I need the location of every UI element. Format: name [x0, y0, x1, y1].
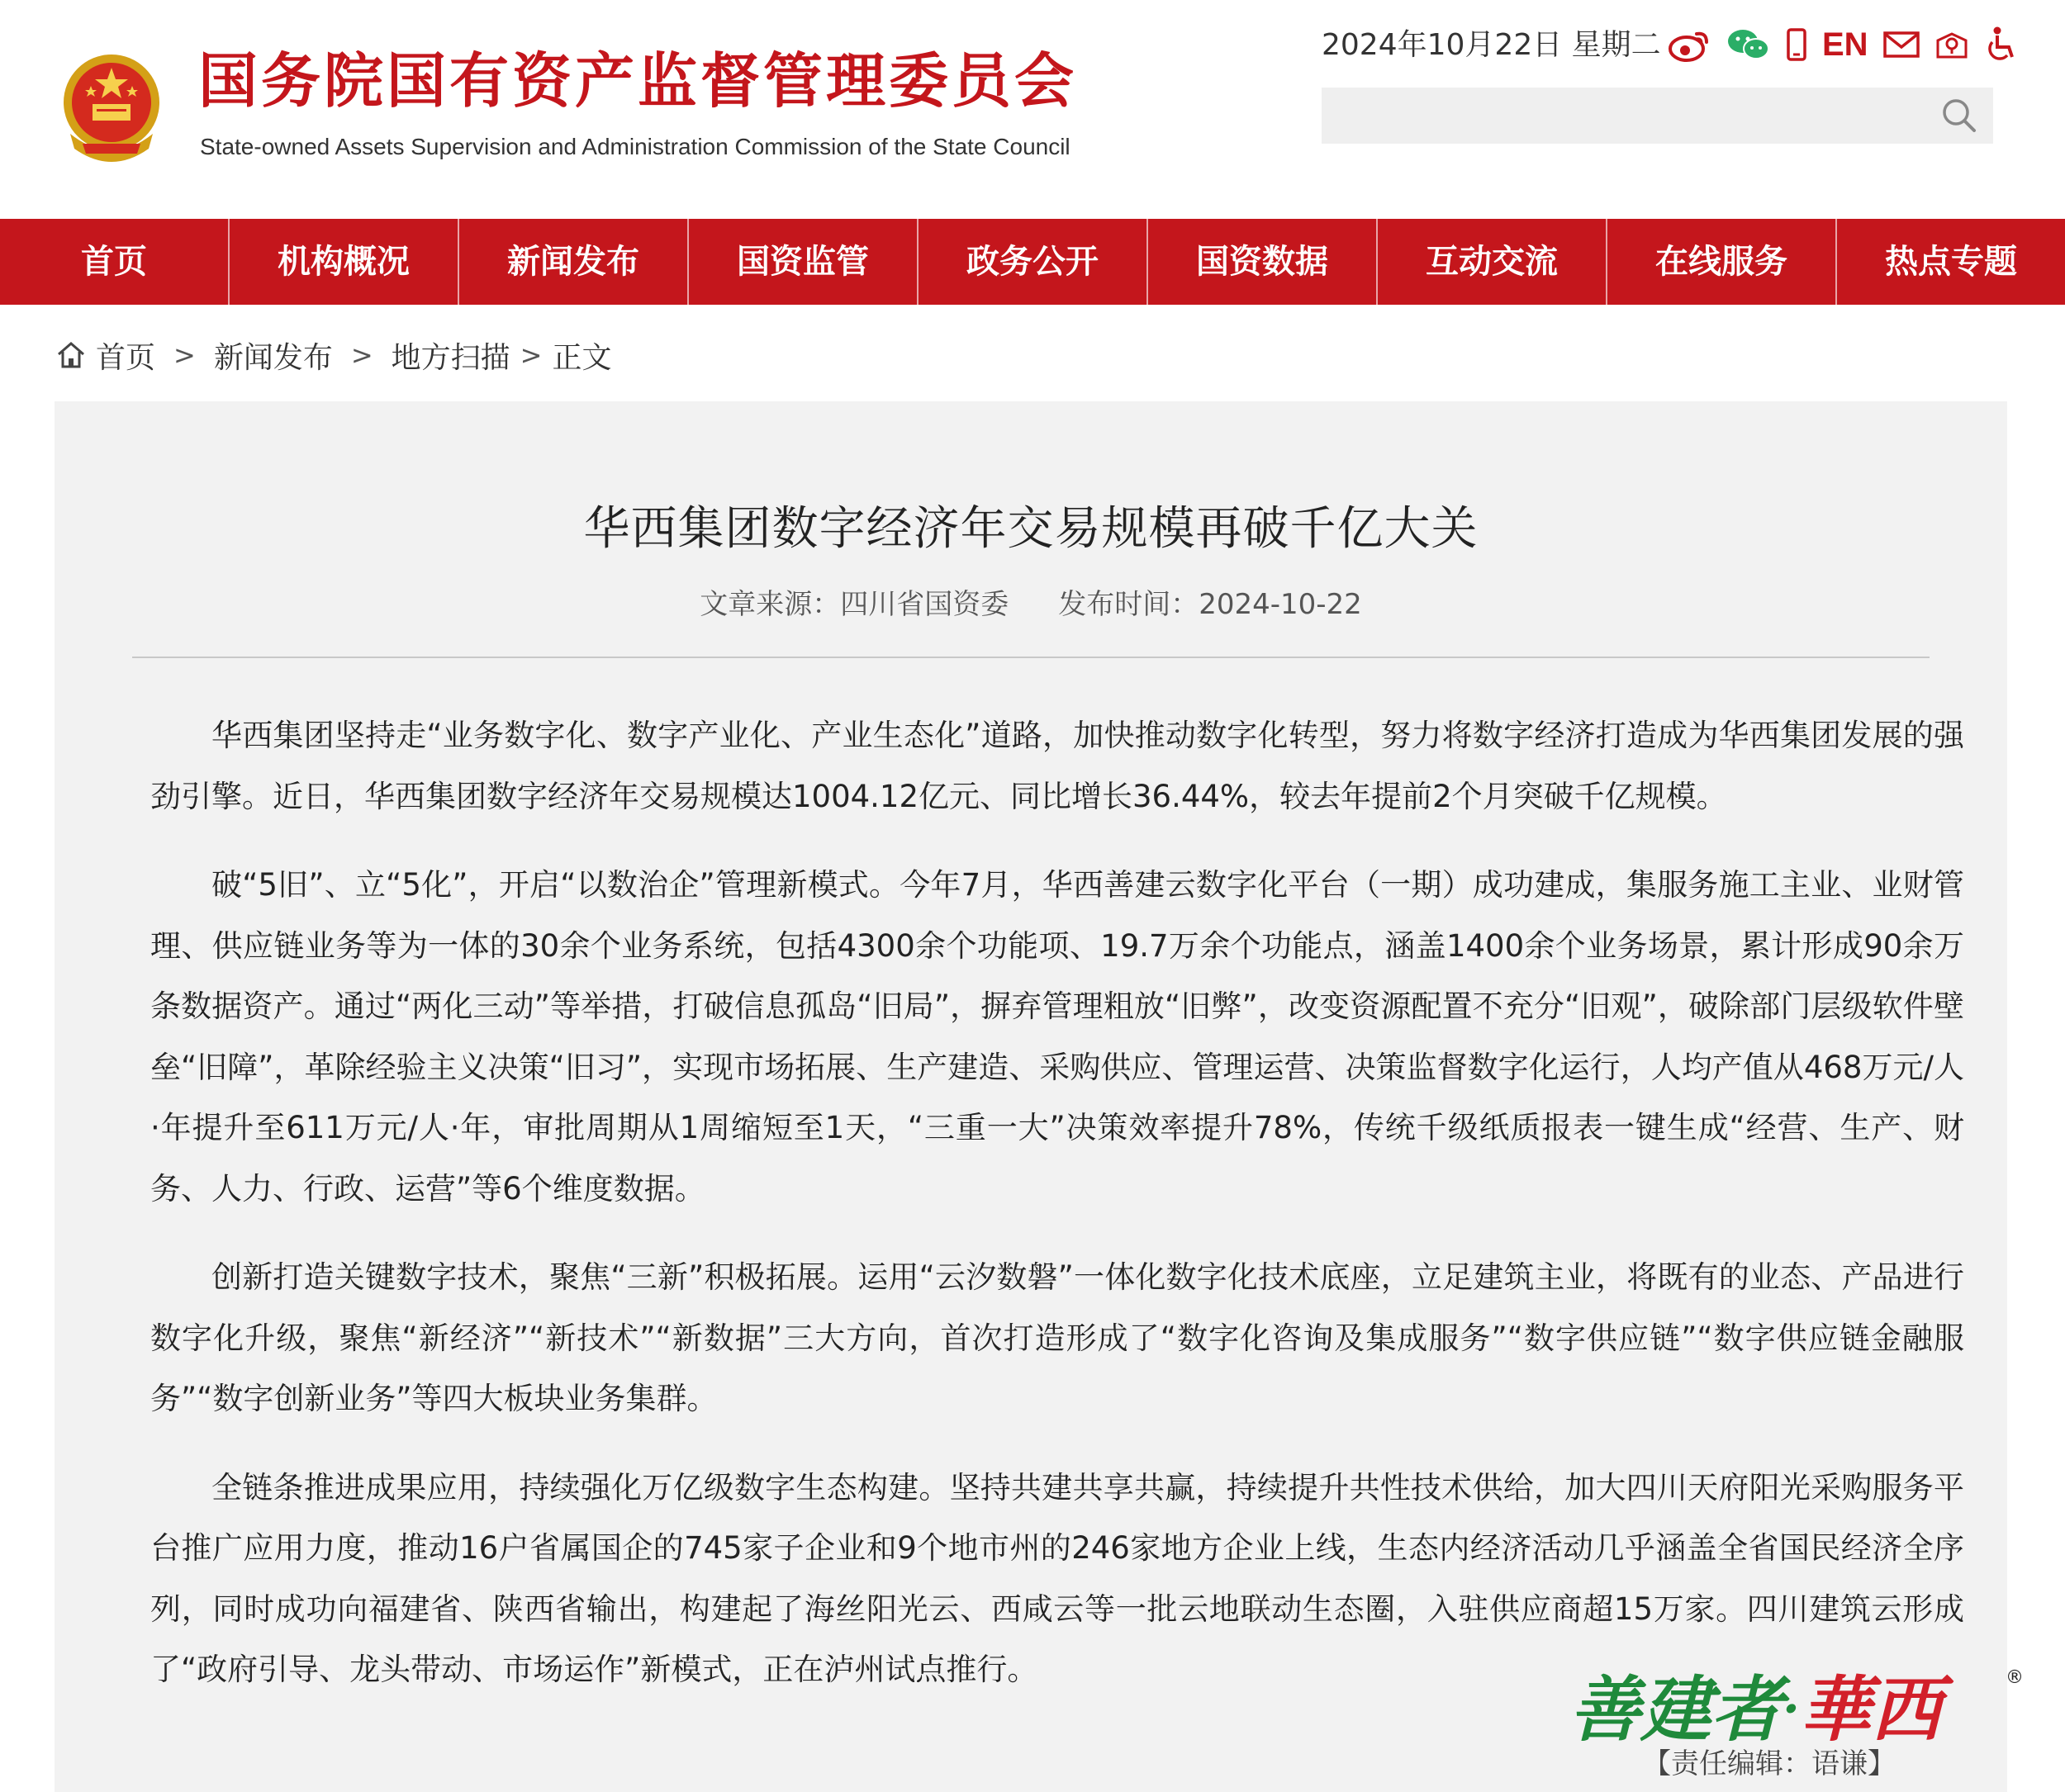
breadcrumb-news[interactable]: 新闻发布 [213, 340, 333, 375]
nav-item-government-affairs[interactable]: 政务公开 [919, 219, 1148, 305]
breadcrumb-home[interactable]: 首页 [96, 340, 156, 375]
breadcrumb-current: 正文 [552, 340, 612, 375]
title-divider [132, 657, 1930, 658]
breadcrumb-local-scan[interactable]: 地方扫描 [391, 340, 510, 375]
english-link[interactable]: EN [1822, 26, 1868, 63]
article-title: 华西集团数字经济年交易规模再破千亿大关 [583, 502, 1479, 556]
breadcrumb-separator: > [350, 339, 373, 371]
nav-item-online-services[interactable]: 在线服务 [1607, 219, 1837, 305]
article-meta [55, 581, 2007, 622]
weibo-icon[interactable] [1669, 23, 1711, 66]
site-title[interactable]: 国务院国有资产监督管理委员会 [198, 46, 1078, 116]
article-publish-time: 发布时间：2024-10-22 [1058, 588, 1362, 621]
nav-item-organization[interactable]: 机构概况 [230, 219, 459, 305]
nav-item-news[interactable]: 新闻发布 [459, 219, 689, 305]
home-icon[interactable] [55, 339, 88, 372]
responsible-editor: 【责任编辑：语谦】 [1643, 1747, 1896, 1780]
nav-item-hot-topics[interactable]: 热点专题 [1885, 243, 2017, 281]
article-source: 文章来源：四川省国资委 [700, 588, 1009, 621]
registered-mark: ® [2006, 1667, 2024, 1688]
breadcrumb-separator: > [520, 339, 543, 371]
article-paragraph: 破“5旧”、立“5化”，开启“以数治企”管理新模式。今年7月，华西善建云数字化平台（一期）成功建成，集服务施工主业、业财管理、供应链业务等为一体的30余个业务系统，包括4300余个功能项、19.7万余个功能点，涵盖1400余个业务场景，累计形成90余万条数据资产。通过“两化三动”等举措，打破信息孤岛“旧局”，摒弃管理粗放“旧弊”，改变资源配置不充分“旧观”，破除部门层级软件壁垒“旧障”，革除经验主义决策“旧习”，实现市场拓展、生产建造、采购供应、管理运营、决策监督数字化运行，人均产值从468万元/人·年提升至611万元/人·年，审批周期从1周缩短至1天，“三重一大”决策效率提升78%，传统千级纸质报表一键生成“经营、生产、财务、人力、行政、运营”等6个维度数据。 [150, 867, 1964, 1207]
site-subtitle: State-owned Assets Supervision and Administration Commission of the State Council [200, 134, 1070, 159]
current-date: 2024年10月22日 星期二 [1322, 28, 1661, 62]
header-tool-icons [1669, 23, 2034, 66]
nav-item-data[interactable]: 国资数据 [1148, 219, 1378, 305]
article-paragraph: 全链条推进成果应用，持续强化万亿级数字生态构建。坚持共建共享共赢，持续提升共性技术供给，加大四川天府阳光采购服务平台推广应用力度，推动16户省属国企的745家子企业和9个地市州的246家地方企业上线，生态内经济活动几乎涵盖全省国民经济全序列，同时成功向福建省、陕西省输出，构建起了海丝阳光云、西咸云等一批云地联动生态圈，入驻供应商超15万家。四川建筑云形成了“政府引导、龙头带动、市场运作”新模式，正在泸州试点推行。 [150, 1469, 1964, 1687]
article-panel [55, 401, 2007, 1792]
search-input[interactable] [1322, 88, 1993, 144]
accessibility-icon[interactable] [1984, 23, 2019, 66]
nav-item-interaction[interactable]: 互动交流 [1378, 219, 1607, 305]
wechat-icon[interactable] [1726, 23, 1771, 66]
nav-item-supervision[interactable]: 国资监管 [689, 219, 919, 305]
article-paragraph: 华西集团坚持走“业务数字化、数字产业化、产业生态化”道路，加快推动数字化转型，努力将数字经济打造成为华西集团发展的强劲引擎。近日，华西集团数字经济年交易规模达1004.12亿元、同比增长36.44%，较去年提前2个月突破千亿规模。 [150, 718, 1964, 814]
article-paragraph: 创新打造关键数字技术，聚焦“三新”积极拓展。运用“云汐数磐”一体化数字化技术底座，立足建筑主业，将既有的业态、产品进行数字化升级，聚焦“新经济”“新技术”“新数据”三大方向，首次打造形成了“数字化咨询及集成服务”“数字供应链”“数字供应链金融服务”“数字创新业务”等四大板块业务集群。 [150, 1259, 1964, 1416]
mobile-icon[interactable] [1786, 23, 1807, 66]
huaxi-brand-logo [1569, 1660, 2032, 1751]
main-nav [0, 219, 2065, 305]
location-icon[interactable] [1934, 23, 1969, 66]
nav-item-home[interactable]: 首页 [0, 219, 230, 305]
site-header [0, 0, 2065, 219]
search-icon[interactable] [1938, 94, 1981, 137]
watermark-slogan: 善建者·華西 [1569, 1668, 1942, 1751]
article-body [150, 705, 1964, 1728]
national-emblem-icon[interactable] [58, 51, 165, 165]
breadcrumb-separator: > [173, 339, 196, 371]
breadcrumb [55, 330, 612, 380]
mail-icon[interactable] [1883, 23, 1920, 66]
